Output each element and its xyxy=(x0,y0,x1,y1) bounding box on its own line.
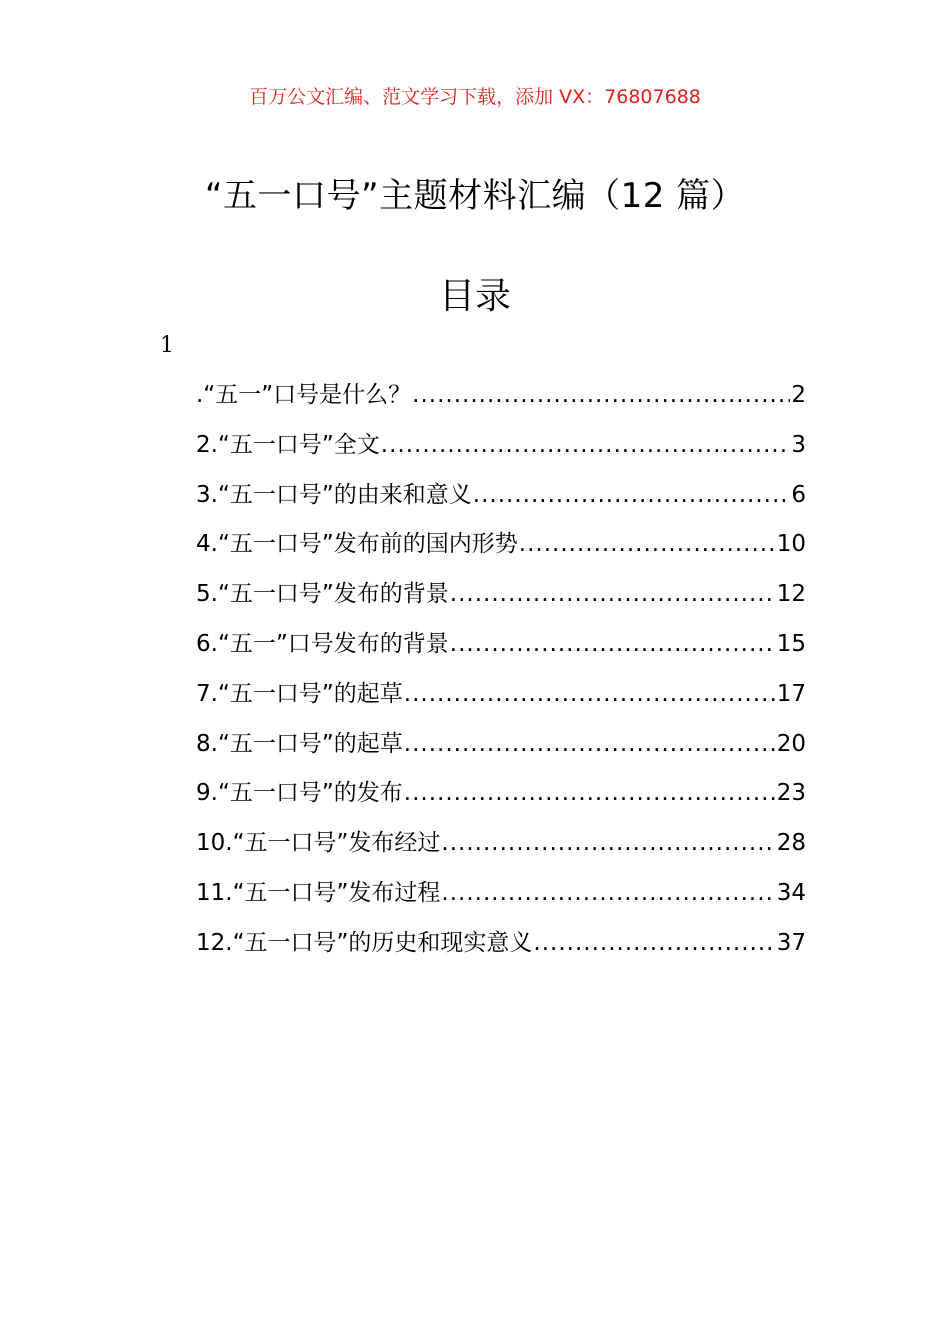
toc-entry[interactable] xyxy=(196,825,806,875)
stray-number: 1 xyxy=(160,333,174,358)
toc-leader-dots xyxy=(519,526,776,562)
toc-entry-page: 17 xyxy=(776,680,806,707)
toc-entry-title: 4.“五一口号”发布前的国内形势 xyxy=(196,531,518,558)
toc-leader-dots xyxy=(404,676,776,712)
header-banner: 百万公文汇编、范文学习下载，添加 VX：76807688 xyxy=(249,86,701,108)
toc-heading: 目录 xyxy=(438,276,511,317)
toc-entry-title: 5.“五一口号”发布的背景 xyxy=(196,581,449,608)
toc-entry-title: .“五一”口号是什么？ xyxy=(196,382,412,408)
toc-entry[interactable] xyxy=(196,526,806,576)
toc-leader-dots xyxy=(381,427,791,463)
toc-entry[interactable] xyxy=(196,726,806,776)
toc-entry[interactable] xyxy=(196,676,806,726)
toc-leader-dots xyxy=(404,726,776,762)
toc-entry-page: 23 xyxy=(776,780,806,807)
toc-entry-page: 20 xyxy=(776,730,806,757)
toc-leader-dots xyxy=(533,925,775,961)
toc-entry-page: 34 xyxy=(776,879,806,906)
toc-entry-page: 10 xyxy=(776,531,806,558)
toc-entry[interactable] xyxy=(196,775,806,825)
toc-entry[interactable] xyxy=(196,427,806,477)
toc-entry[interactable] xyxy=(196,875,806,925)
document-title: “五一口号”主题材料汇编（12 篇） xyxy=(204,176,746,216)
toc-entry[interactable] xyxy=(196,377,806,427)
toc-entry-page: 37 xyxy=(776,929,806,956)
toc-entry-page: 2 xyxy=(791,382,806,408)
table-of-contents xyxy=(196,377,806,975)
toc-leader-dots xyxy=(473,477,791,513)
toc-entry-page: 28 xyxy=(776,830,806,857)
toc-entry-page: 6 xyxy=(791,481,806,508)
toc-leader-dots xyxy=(404,775,776,811)
toc-entry-title: 6.“五一”口号发布的背景 xyxy=(196,630,449,657)
toc-entry-title: 10.“五一口号”发布经过 xyxy=(196,830,441,857)
toc-leader-dots xyxy=(450,626,776,662)
toc-entry[interactable] xyxy=(196,626,806,676)
toc-entry-page: 12 xyxy=(776,581,806,608)
toc-entry-title: 11.“五一口号”发布过程 xyxy=(196,879,441,906)
toc-leader-dots xyxy=(441,825,775,861)
toc-entry-title: 9.“五一口号”的发布 xyxy=(196,780,403,807)
toc-entry-title: 8.“五一口号”的起草 xyxy=(196,730,403,757)
toc-entry[interactable] xyxy=(196,925,806,975)
toc-leader-dots xyxy=(412,377,790,413)
toc-leader-dots xyxy=(450,576,776,612)
toc-entry-title: 12.“五一口号”的历史和现实意义 xyxy=(196,929,533,956)
toc-entry-page: 3 xyxy=(791,431,806,458)
toc-entry[interactable] xyxy=(196,477,806,527)
toc-entry-title: 7.“五一口号”的起草 xyxy=(196,680,403,707)
toc-leader-dots xyxy=(441,875,775,911)
toc-entry-title: 2.“五一口号”全文 xyxy=(196,431,380,458)
toc-entry-title: 3.“五一口号”的由来和意义 xyxy=(196,481,472,508)
toc-entry-page: 15 xyxy=(776,630,806,657)
toc-entry[interactable] xyxy=(196,576,806,626)
